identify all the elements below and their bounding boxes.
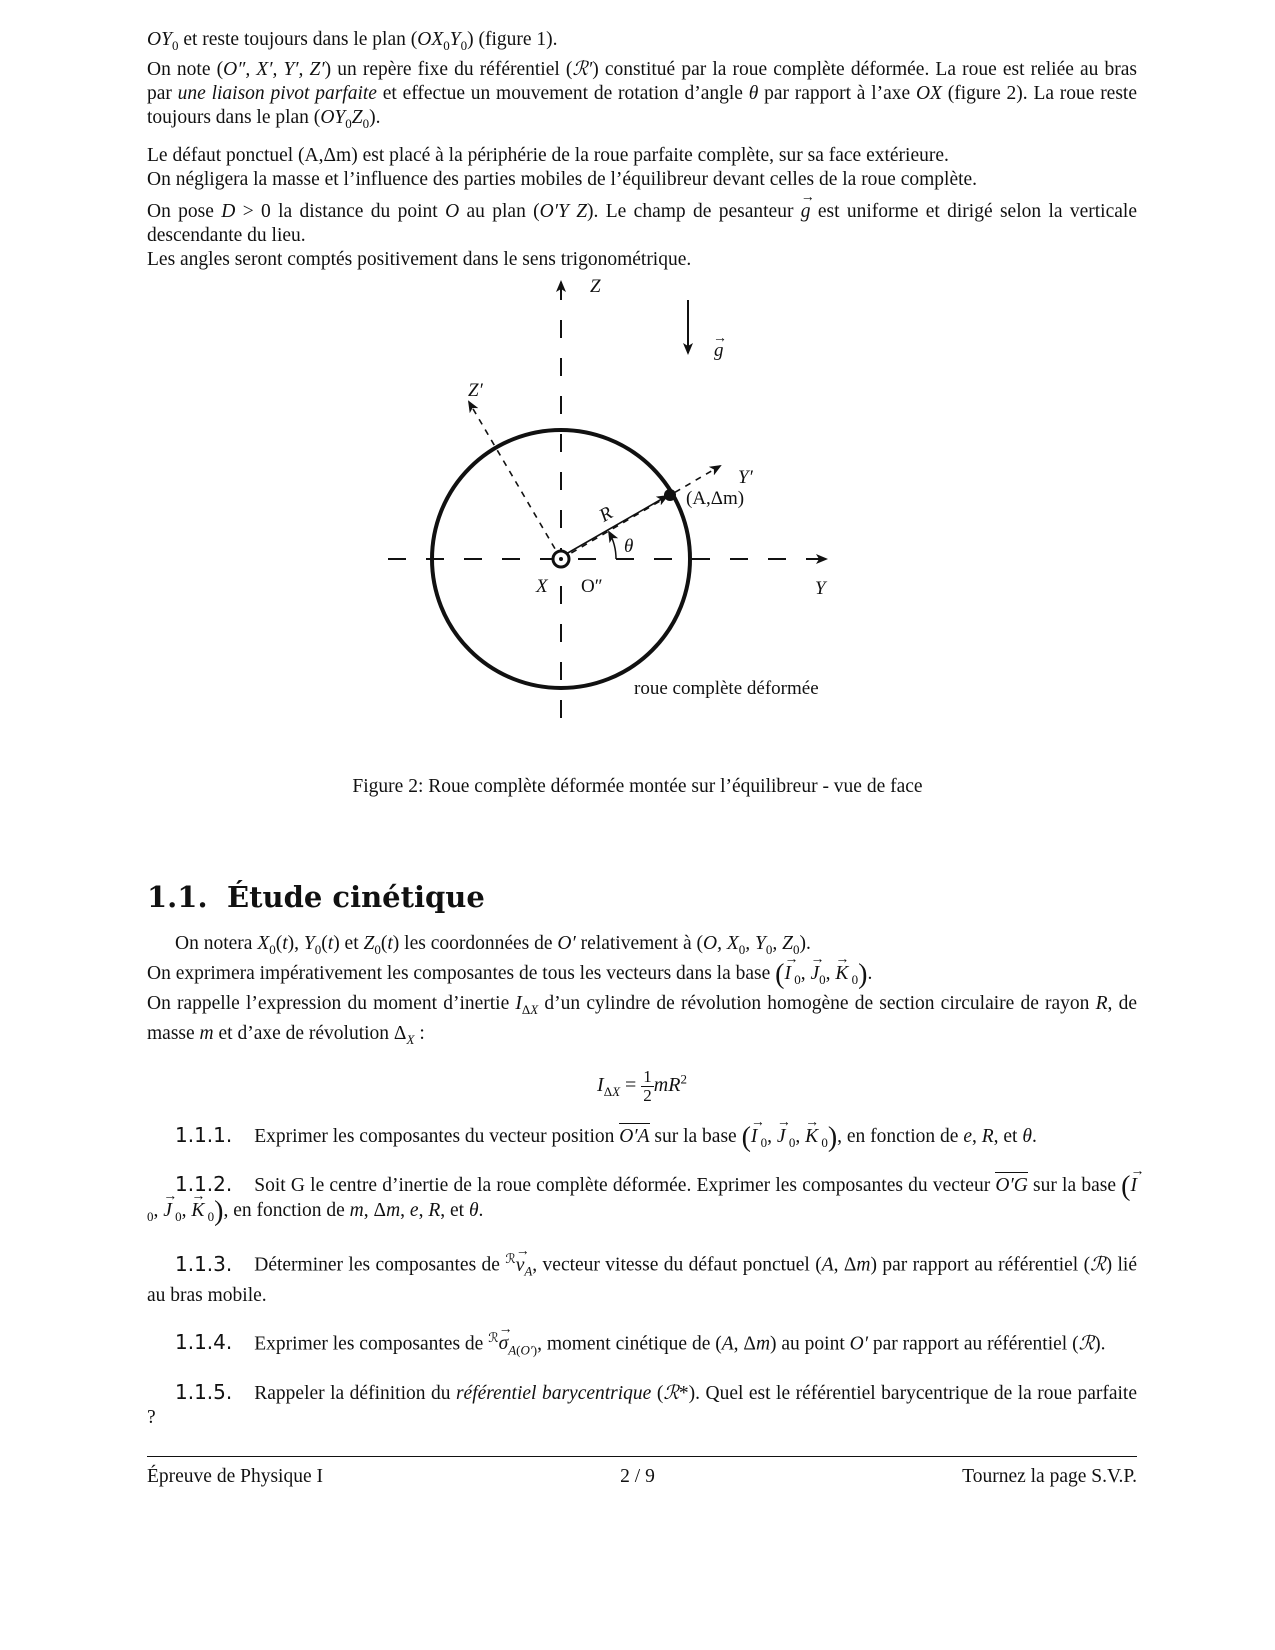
defect-point xyxy=(664,489,676,501)
radius-r xyxy=(566,496,667,554)
zprime-axis xyxy=(469,402,561,559)
label-g-arrow: → xyxy=(713,331,727,346)
question-1-1-5: 1.1.5. Rappeler la définition du référentiel barycentrique (ℛ*). Quel est le référentiel barycentrique de la roue parfaite ? xyxy=(147,1380,1137,1429)
figure-caption: Figure 2: Roue complète déformée montée sur l’équilibreur - vue de face xyxy=(352,776,923,797)
label-theta: θ xyxy=(624,536,634,557)
intro-line-6: Les angles seront comptés positivement dans le sens trigonométrique. xyxy=(147,248,692,270)
section-title-text: Étude cinétique xyxy=(227,880,485,914)
intro-line-1: $OY_0$ et reste toujours dans le plan $(OX_0Y_0)$ (figure 1). xyxy=(147,29,558,53)
yprime-axis xyxy=(561,466,720,559)
label-origin: O″ xyxy=(581,576,603,597)
pivot-dot xyxy=(559,557,563,561)
label-wheel: roue complète déformée xyxy=(634,678,819,699)
footer-left: Épreuve de Physique I xyxy=(147,1466,323,1487)
label-zprime: Z′ xyxy=(468,380,483,401)
section-p3: On rappelle l’expression du moment d’inertie $I_{\Delta X}$ d’un cylindre de révolution homogène de section circulaire de rayon R, de masse m et d’axe de révolution $\Delta_X$ : xyxy=(147,992,1137,1047)
section-body xyxy=(147,932,1137,1430)
question-1-1-2: 1.1.2. Soit G le centre d’inertie de la roue complète déformée. Exprimer les composantes du vecteur O′G sur la base (→ I $_0$, → J $_0$, → K $_0$), en fonction de m, Δm, e, R, et θ. xyxy=(147,1172,1137,1229)
footer-right: Tournez la page S.V.P. xyxy=(962,1466,1137,1487)
intro-line-4: On négligera la masse et l’influence des parties mobiles de l’équilibreur devant celles de la roue complète. xyxy=(147,168,978,190)
footer-page-number: 2 / 9 xyxy=(620,1466,655,1487)
label-g: g xyxy=(714,340,724,361)
label-r: R xyxy=(595,502,617,527)
theta-arc xyxy=(609,532,616,559)
intro-line-5: On pose D > 0 la distance du point O au plan (O′Y Z). Le champ de pesanteur → g est uniforme et dirigé selon la verticale descendante du lieu. xyxy=(147,200,1137,248)
label-y: Y xyxy=(815,578,826,599)
intro-block xyxy=(147,28,1137,272)
question-1-1-4: 1.1.4. Exprimer les composantes de $^ℛ\to \sigma_{A(O')}$, moment cinétique de (A, Δm) au point O′ par rapport au référentiel (ℛ). xyxy=(147,1326,1137,1362)
footer-rule xyxy=(147,1456,1137,1457)
section-p1: On notera $X_0(t)$, $Y_0(t)$ et $Z_0(t)$ les coordonnées de O′ relativement à (O, $X_0$, $Y_0$, $Z_0$). xyxy=(175,933,811,957)
label-z: Z xyxy=(590,278,601,297)
label-yprime: Y′ xyxy=(738,467,753,488)
question-1-1-3: 1.1.3. Déterminer les composantes de $^ℛ\to v_A$, vecteur vitesse du défaut ponctuel (A, Δm) par rapport au référentiel (ℛ) lié au bras mobile. xyxy=(147,1247,1137,1307)
section-heading xyxy=(147,880,485,914)
label-defect: (A,Δm) xyxy=(686,488,745,509)
section-number: 1.1. xyxy=(147,880,208,914)
intro-line-3: Le défaut ponctuel (A,Δm) est placé à la périphérie de la roue parfaite complète, sur sa face extérieure. xyxy=(147,144,949,166)
question-1-1-1: 1.1.1. Exprimer les composantes du vecteur position O′A sur la base (→ I $_0$, → J $_0$, → K $_0$), en fonction de e, R, et θ. xyxy=(147,1123,1137,1155)
label-x: X xyxy=(536,576,548,597)
inertia-formula: $I_{\Delta X}$ = $\frac{1}{2}$ $mR^2$ xyxy=(597,1066,687,1105)
intro-line-2: On note (O″, X′, Y′, Z′) un repère fixe du référentiel (ℛ′) constitué par la roue complète déformée. La roue est reliée au bras par une liaison pivot parfaite et effectue un mouvement de rotation d’angle θ par rapport à l’axe OX (figure 2). La roue reste toujours dans le plan $(OY_0Z_0)$. xyxy=(147,58,1138,131)
section-p2: On exprimera impérativement les composantes de tous les vecteurs dans la base (→ I $_0$, → $J_0$, → K $_0$). xyxy=(147,962,1137,992)
wheel-figure xyxy=(380,278,920,738)
